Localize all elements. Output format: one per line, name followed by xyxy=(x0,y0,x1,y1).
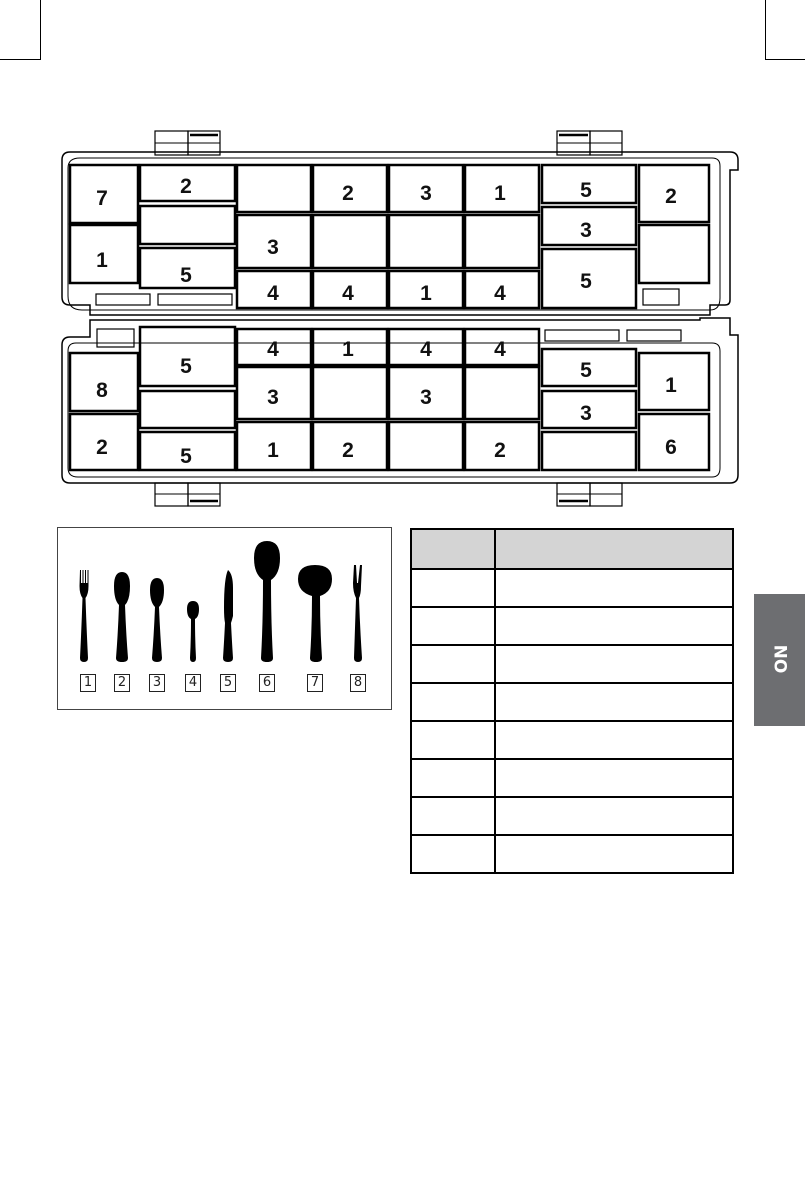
slot-number: 1 xyxy=(494,182,506,205)
slot-number: 4 xyxy=(267,282,279,305)
slot-number: 2 xyxy=(180,175,192,198)
table-row xyxy=(411,569,733,607)
serving-fork-icon xyxy=(353,565,362,662)
legend-number-7: 7 xyxy=(307,674,323,692)
slot-number: 4 xyxy=(342,282,354,305)
table-cell xyxy=(411,797,495,835)
table-cell xyxy=(495,607,733,645)
table-row xyxy=(411,607,733,645)
table-cell xyxy=(495,721,733,759)
slot-number: 4 xyxy=(494,282,506,305)
table-header-cell xyxy=(495,529,733,569)
table-cell xyxy=(495,645,733,683)
hinge-clip xyxy=(155,483,220,506)
cutlery-reference-table xyxy=(410,528,734,874)
slot-number: 2 xyxy=(494,439,506,462)
slot-number: 1 xyxy=(665,374,677,397)
table-row xyxy=(411,835,733,873)
table-row xyxy=(411,645,733,683)
table-cell xyxy=(495,683,733,721)
slot-number: 2 xyxy=(342,182,354,205)
tablespoon-icon xyxy=(114,572,130,662)
legend-number-2: 2 xyxy=(114,674,130,692)
slot-number: 4 xyxy=(494,338,506,361)
upper-tray xyxy=(62,131,738,315)
slot-number: 1 xyxy=(420,282,432,305)
table-row xyxy=(411,683,733,721)
slot-number: 4 xyxy=(267,338,279,361)
language-code: NO xyxy=(769,644,790,674)
table-cell xyxy=(411,645,495,683)
table-cell xyxy=(495,569,733,607)
slot-number: 1 xyxy=(267,439,279,462)
table-row xyxy=(411,759,733,797)
table-cell xyxy=(411,759,495,797)
slot-number: 1 xyxy=(342,338,354,361)
knife-icon xyxy=(223,570,233,662)
slot-number: 2 xyxy=(665,185,677,208)
serving-spoon-icon xyxy=(254,541,280,662)
table-cell xyxy=(411,721,495,759)
cutlery-legend xyxy=(57,527,392,710)
slot-number: 3 xyxy=(420,182,432,205)
table-row xyxy=(411,721,733,759)
table-cell xyxy=(411,683,495,721)
table-header-cell xyxy=(411,529,495,569)
cutlery-tray-diagram xyxy=(0,0,805,520)
slot-number: 6 xyxy=(665,436,677,459)
table-cell xyxy=(411,835,495,873)
slot-number: 3 xyxy=(267,236,279,259)
fork-icon xyxy=(80,570,89,662)
slot-number: 3 xyxy=(420,386,432,409)
table-cell xyxy=(495,797,733,835)
legend-number-3: 3 xyxy=(149,674,165,692)
table-cell xyxy=(495,835,733,873)
slot-number: 3 xyxy=(580,219,592,242)
slot-number: 2 xyxy=(96,436,108,459)
dessert-spoon-icon xyxy=(150,578,164,662)
legend-number-8: 8 xyxy=(350,674,366,692)
table-header-row xyxy=(411,529,733,569)
hinge-clip xyxy=(557,483,622,506)
slot-number: 5 xyxy=(580,359,592,382)
slot-number: 5 xyxy=(180,355,192,378)
slot-number: 7 xyxy=(96,187,108,210)
slot-number: 4 xyxy=(420,338,432,361)
table-row xyxy=(411,797,733,835)
table-cell xyxy=(411,569,495,607)
table-cell xyxy=(411,607,495,645)
ladle-icon xyxy=(298,565,332,662)
slot-number: 5 xyxy=(580,179,592,202)
legend-number-1: 1 xyxy=(80,674,96,692)
slot-number: 5 xyxy=(180,264,192,287)
teaspoon-icon xyxy=(187,601,199,662)
legend-number-6: 6 xyxy=(259,674,275,692)
slot-number: 3 xyxy=(267,386,279,409)
slot-number: 1 xyxy=(96,249,108,272)
slot-number: 2 xyxy=(342,439,354,462)
table-cell xyxy=(495,759,733,797)
language-side-tab xyxy=(754,594,805,726)
legend-number-5: 5 xyxy=(220,674,236,692)
slot-number: 5 xyxy=(580,270,592,293)
legend-number-4: 4 xyxy=(185,674,201,692)
slot-number: 8 xyxy=(96,379,108,402)
lower-tray xyxy=(62,318,738,506)
slot-number: 5 xyxy=(180,445,192,468)
slot-number: 3 xyxy=(580,402,592,425)
